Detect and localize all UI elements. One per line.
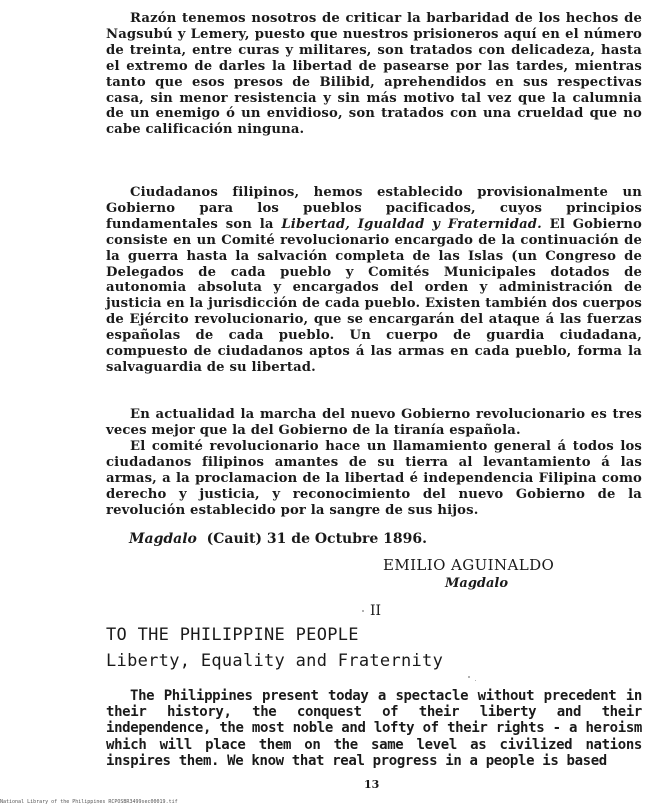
english-paragraph: The Philippines present today a spectacle without precedent in their history, the conquest of their liberty and their independence, the most noble and lofty of their rights - a heroism which will place them on the same level as civilized nations inspires them. We know that real progress in a people is based bbox=[106, 688, 642, 769]
signature-name: EMILIO AGUINALDO bbox=[383, 556, 555, 574]
page-number: 13 bbox=[364, 778, 380, 791]
english-subheading: Liberty, Equality and Fraternity bbox=[106, 651, 444, 671]
ink-speck bbox=[468, 676, 470, 678]
paragraph-government bbox=[106, 185, 642, 376]
paragraph-prisoners: Razón tenemos nosotros de criticar la barbaridad de los hechos de Nagsubú y Lemery, puesto que nuestros prisioneros aquí en el número de treinta, entre curas y militares, son tratados con delicadeza, hasta el extremo de darles la libertad de pasearse por las tardes, mientras tanto que esos presos de Bilibid, aprehendidos en sus respectivas casa, sin menor resistencia y sin más motivo tal vez que la calumnia de un enemigo ó un envidioso, son tratados con una crueldad que no cabe calificación ninguna. bbox=[106, 11, 642, 138]
scan-footer: National Library of the Philippines RCPOSBR3499sec00019.tif bbox=[0, 799, 178, 805]
paragraph-government-italic: Libertad, Igualdad y Fraternidad. bbox=[281, 216, 542, 232]
signature-alias: Magdalo bbox=[445, 576, 509, 591]
dateline bbox=[129, 531, 427, 547]
ink-speck bbox=[362, 610, 364, 612]
section-number: II bbox=[370, 603, 382, 619]
english-heading: TO THE PHILIPPINE PEOPLE bbox=[106, 625, 359, 645]
dateline-rest: (Cauit) 31 de Octubre 1896. bbox=[206, 531, 428, 547]
dateline-place: Magdalo bbox=[129, 531, 197, 547]
ink-speck bbox=[475, 680, 476, 681]
paragraph-government-after: El Gobierno consiste en un Comité revolucionario encargado de la continuación de la guerra hasta la salvación completa de las Islas (un Congreso de Delegados de cada pueblo y Comités Municipales dotados de autonomia absoluta y encargados del orden y administración de justicia en la jurisdicción de cada pueblo. Existen también dos cuerpos de Ejército revolucionario, que se encargarán del ataque á las fuerzas españolas de cada pueblo. Un cuerpo de guardia ciudadana, compuesto de ciudadanos aptos á las armas en cada pueblo, forma la salvaguardia de su libertad. bbox=[106, 216, 642, 375]
paragraph-call-to-arms: El comité revolucionario hace un llamamiento general á todos los ciudadanos filipinos amantes de su tierra al levantamiento á las armas, a la proclamacion de la libertad é independencia Filipina como derecho y justicia, y reconocimiento del nuevo Gobierno de la revolución establecido por la sangre de sus hijos. bbox=[106, 439, 642, 518]
paragraph-progress: En actualidad la marcha del nuevo Gobierno revolucionario es tres veces mejor que la del Gobierno de la tiranía española. bbox=[106, 407, 642, 438]
paragraph-government-before: Ciudadanos filipinos, hemos establecido provisionalmente un Gobierno para los pueblos pacificados, cuyos principios fundamentales son la bbox=[106, 185, 642, 232]
